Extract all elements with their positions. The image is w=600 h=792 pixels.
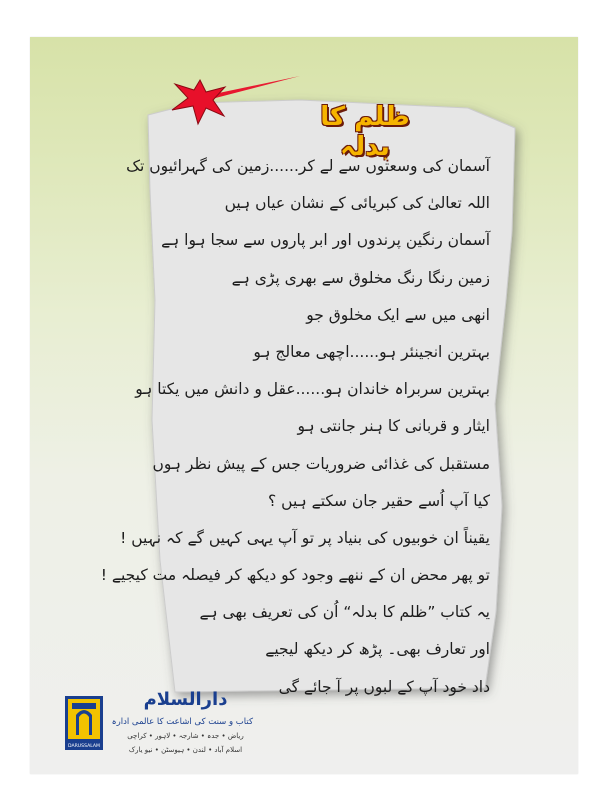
blurb-line: بہترین سربراہ خاندان ہو......عقل و دانش میں یکتا ہو (135, 380, 490, 399)
blurb-line: کیا آپ اُسے حقیر جان سکتے ہیں ؟ (268, 491, 490, 510)
blurb-line: بہترین انجینئر ہو......اچھی معالج ہو (253, 342, 490, 361)
publisher-offices-2: اسلام آباد • لندن • ہیوسٹن • نیو یارک (128, 746, 243, 754)
blurb-line: انھی میں سے ایک مخلوق جو (306, 305, 490, 324)
blurb-line: مستقبل کی غذائی ضروریات جس کے پیش نظر ہوں (152, 454, 490, 473)
blurb-line: تو پھر محض ان کے ننھے وجود کو دیکھ کر فیصلہ مت کیجیے ! (100, 566, 490, 585)
blurb-text (100, 148, 490, 706)
darussalam-logo-icon (64, 695, 104, 751)
blurb-line: آسمان کی وسعتوں سے لے کر......زمین کی گہرائیوں تک (126, 157, 490, 175)
blurb-line: ایثار و قربانی کا ہنر جانتی ہو (297, 417, 490, 436)
blurb-line: اللہ تعالیٰ کی کبریائی کے نشان عیاں ہیں (224, 194, 490, 213)
blurb-line: اور تعارف بھی۔ پڑھ کر دیکھ لیجیے (265, 640, 490, 659)
logo-text: DARUSSALAM (68, 744, 100, 749)
publisher-tagline: کتاب و سنت کی اشاعت کا عالمی ادارہ (111, 717, 253, 727)
blurb-line: آسمان رنگین پرندوں اور ابر پاروں سے سجا ہوا ہے (161, 231, 490, 250)
blurb-line: زمین رنگا رنگ مخلوق سے بھری پڑی ہے (231, 268, 490, 287)
publisher-offices: ریاض • جدہ • شارجہ • لاہور • کراچی (127, 732, 244, 740)
blurb-line: یقیناً ان خوبیوں کی بنیاد پر تو آپ یہی کہیں گے کہ نہیں ! (120, 528, 490, 547)
blurb-line: یہ کتاب ”ظلم کا بدلہ“ اُن کی تعریف بھی ہے (199, 603, 490, 622)
publisher-name: دارالسلام (143, 689, 228, 710)
book-title: ظلم کا بدلہ (320, 102, 410, 162)
blurb-line: داد خود آپ کے لبوں پر آ جائے گی (278, 677, 490, 696)
